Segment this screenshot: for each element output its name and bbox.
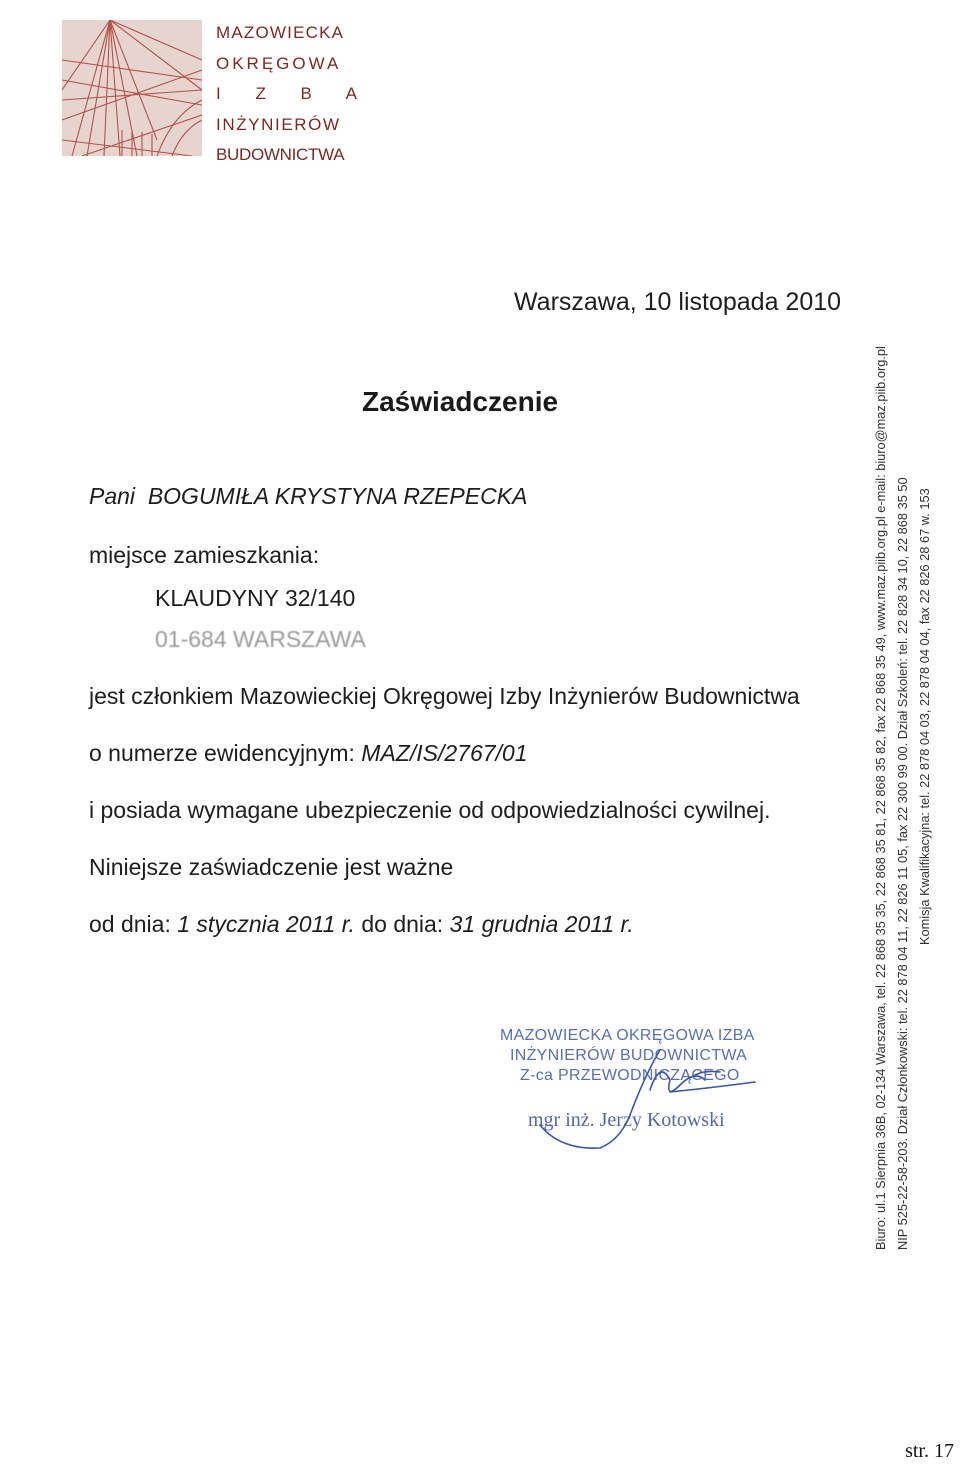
registry-label: o numerze ewidencyjnym: bbox=[89, 740, 355, 766]
chamber-name-line: I Z B A bbox=[216, 84, 373, 103]
stamp-line: MAZOWIECKA OKRĘGOWA IZBA bbox=[500, 1027, 755, 1044]
chamber-name-line: BUDOWNICTWA bbox=[216, 145, 345, 164]
document-date: Warszawa, 10 listopada 2010 bbox=[514, 288, 842, 316]
stamp-line: INŻYNIERÓW BUDOWNICTWA bbox=[510, 1047, 748, 1064]
membership-line: jest członkiem Mazowieckiej Okręgowej Izby Inżynierów Budownictwa bbox=[89, 683, 800, 709]
chamber-name bbox=[216, 18, 372, 171]
insurance-line: i posiada wymagane ubezpieczenie od odpowiedzialności cywilnej. bbox=[89, 797, 771, 823]
chamber-name-line: OKRĘGOWA bbox=[216, 53, 342, 73]
residence-city: 01-684 WARSZAWA bbox=[155, 626, 366, 652]
validity-line: Niniejsze zaświadczenie jest ważne bbox=[89, 854, 454, 880]
from-label: od dnia: bbox=[89, 911, 171, 937]
from-date: 1 stycznia 2011 r. bbox=[177, 911, 355, 937]
document-title: Zaświadczenie bbox=[362, 386, 559, 417]
footer-line: NIP 525-22-58-203. Dział Członkowski: tel. 22 878 04 11, 22 826 11 05, fax 22 300 99 00. Dział Szkoleń: tel. 22 828 34 10, 22 868 35 50 bbox=[895, 477, 910, 1250]
stamp-line: Z-ca PRZEWODNICZĄCEGO bbox=[520, 1067, 740, 1084]
handwritten-signature bbox=[520, 1030, 800, 1160]
residence-street: KLAUDYNY 32/140 bbox=[155, 585, 356, 611]
chamber-logo bbox=[62, 20, 202, 156]
recipient-prefix: Pani bbox=[89, 483, 136, 509]
registry-line bbox=[89, 740, 528, 767]
office-contact-footer bbox=[870, 0, 936, 1250]
recipient-line bbox=[89, 483, 527, 510]
registry-number: MAZ/IS/2767/01 bbox=[361, 740, 528, 766]
chamber-name-line: INŻYNIERÓW bbox=[216, 114, 341, 134]
recipient-name: BOGUMIŁA KRYSTYNA RZEPECKA bbox=[147, 483, 528, 509]
to-date: 31 grudnia 2011 r. bbox=[449, 911, 634, 937]
page-number: str. 17 bbox=[905, 1440, 954, 1462]
to-label: do dnia: bbox=[361, 911, 444, 937]
residence-label: miejsce zamieszkania: bbox=[89, 542, 320, 568]
footer-line: Biuro: ul.1 Sierpnia 36B, 02-134 Warszawa, tel. 22 868 35 35, 22 868 35 81, 22 868 35 82, fax 22 868 35 49, www.maz.piib.org.pl e-mail: biuro@maz.piib.org.pl bbox=[873, 346, 888, 1250]
chamber-name-line: MAZOWIECKA bbox=[216, 23, 345, 42]
footer-line: Komisja Kwalifikacyjna: tel. 22 878 04 03, 22 878 04 04, fax 22 826 28 67 w. 153 bbox=[917, 488, 932, 945]
stamp-signatory: mgr inż. Jerzy Kotowski bbox=[528, 1109, 725, 1131]
validity-period bbox=[89, 911, 634, 938]
